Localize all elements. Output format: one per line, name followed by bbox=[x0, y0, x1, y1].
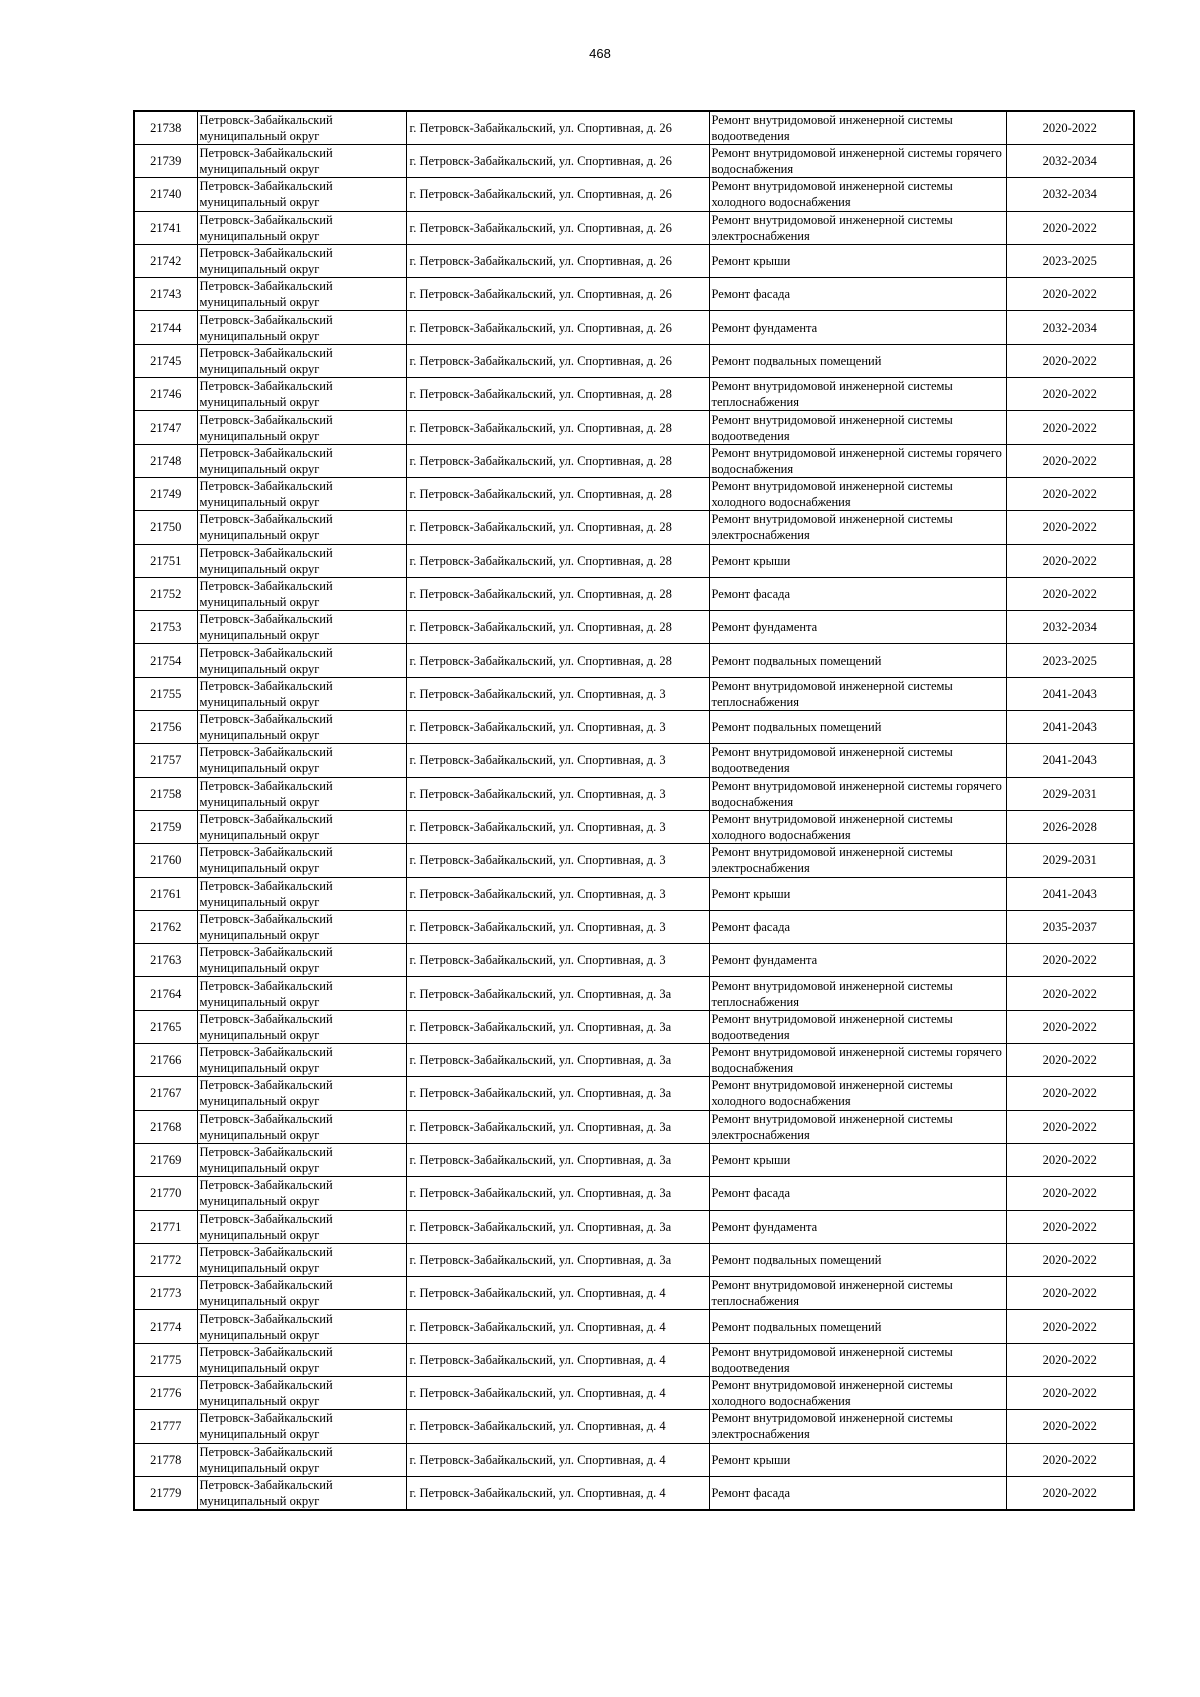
work-type-cell: Ремонт внутридомовой инженерной системы горячего водоснабжения bbox=[709, 145, 1006, 178]
table-row bbox=[134, 211, 1134, 244]
work-type-cell: Ремонт внутридомовой инженерной системы теплоснабжения bbox=[709, 677, 1006, 710]
table-row bbox=[134, 1310, 1134, 1343]
work-type-cell: Ремонт внутридомовой инженерной системы электроснабжения bbox=[709, 844, 1006, 877]
address-cell: г. Петровск-Забайкальский, ул. Спортивная, д. 3 bbox=[406, 877, 709, 910]
address-cell: г. Петровск-Забайкальский, ул. Спортивная, д. 4 bbox=[406, 1343, 709, 1376]
municipality-cell: Петровск-Забайкальский муниципальный округ bbox=[197, 1343, 406, 1376]
row-number-cell: 21759 bbox=[134, 810, 197, 843]
period-cell: 2020-2022 bbox=[1006, 211, 1134, 244]
work-type-cell: Ремонт крыши bbox=[709, 1143, 1006, 1176]
period-cell: 2020-2022 bbox=[1006, 1243, 1134, 1276]
row-number-cell: 21771 bbox=[134, 1210, 197, 1243]
period-cell: 2020-2022 bbox=[1006, 111, 1134, 145]
table-row bbox=[134, 644, 1134, 677]
work-type-cell: Ремонт крыши bbox=[709, 1443, 1006, 1476]
period-cell: 2020-2022 bbox=[1006, 1010, 1134, 1043]
municipality-cell: Петровск-Забайкальский муниципальный округ bbox=[197, 178, 406, 211]
work-type-cell: Ремонт внутридомовой инженерной системы электроснабжения bbox=[709, 1410, 1006, 1443]
table-row bbox=[134, 1243, 1134, 1276]
work-type-cell: Ремонт внутридомовой инженерной системы электроснабжения bbox=[709, 1110, 1006, 1143]
row-number-cell: 21765 bbox=[134, 1010, 197, 1043]
municipality-cell: Петровск-Забайкальский муниципальный округ bbox=[197, 910, 406, 943]
work-type-cell: Ремонт внутридомовой инженерной системы водоотведения bbox=[709, 1343, 1006, 1376]
period-cell: 2020-2022 bbox=[1006, 378, 1134, 411]
period-cell: 2020-2022 bbox=[1006, 411, 1134, 444]
municipality-cell: Петровск-Забайкальский муниципальный округ bbox=[197, 544, 406, 577]
work-type-cell: Ремонт подвальных помещений bbox=[709, 644, 1006, 677]
table-row bbox=[134, 145, 1134, 178]
table-row bbox=[134, 1143, 1134, 1176]
address-cell: г. Петровск-Забайкальский, ул. Спортивная, д. 26 bbox=[406, 145, 709, 178]
municipality-cell: Петровск-Забайкальский муниципальный округ bbox=[197, 1210, 406, 1243]
municipality-cell: Петровск-Забайкальский муниципальный округ bbox=[197, 744, 406, 777]
work-type-cell: Ремонт крыши bbox=[709, 244, 1006, 277]
municipality-cell: Петровск-Забайкальский муниципальный округ bbox=[197, 211, 406, 244]
row-number-cell: 21751 bbox=[134, 544, 197, 577]
municipality-cell: Петровск-Забайкальский муниципальный округ bbox=[197, 477, 406, 510]
page-number: 468 bbox=[589, 46, 611, 61]
row-number-cell: 21748 bbox=[134, 444, 197, 477]
period-cell: 2020-2022 bbox=[1006, 444, 1134, 477]
address-cell: г. Петровск-Забайкальский, ул. Спортивная, д. 26 bbox=[406, 244, 709, 277]
address-cell: г. Петровск-Забайкальский, ул. Спортивная, д. 4 bbox=[406, 1443, 709, 1476]
table-row bbox=[134, 178, 1134, 211]
work-type-cell: Ремонт крыши bbox=[709, 544, 1006, 577]
row-number-cell: 21741 bbox=[134, 211, 197, 244]
address-cell: г. Петровск-Забайкальский, ул. Спортивная, д. 3а bbox=[406, 977, 709, 1010]
work-type-cell: Ремонт внутридомовой инженерной системы горячего водоснабжения bbox=[709, 777, 1006, 810]
row-number-cell: 21744 bbox=[134, 311, 197, 344]
address-cell: г. Петровск-Забайкальский, ул. Спортивная, д. 28 bbox=[406, 411, 709, 444]
period-cell: 2041-2043 bbox=[1006, 744, 1134, 777]
row-number-cell: 21768 bbox=[134, 1110, 197, 1143]
row-number-cell: 21753 bbox=[134, 611, 197, 644]
address-cell: г. Петровск-Забайкальский, ул. Спортивная, д. 3 bbox=[406, 777, 709, 810]
address-cell: г. Петровск-Забайкальский, ул. Спортивная, д. 26 bbox=[406, 311, 709, 344]
row-number-cell: 21776 bbox=[134, 1376, 197, 1409]
work-type-cell: Ремонт крыши bbox=[709, 877, 1006, 910]
period-cell: 2020-2022 bbox=[1006, 944, 1134, 977]
table-body bbox=[134, 111, 1134, 1510]
work-type-cell: Ремонт внутридомовой инженерной системы электроснабжения bbox=[709, 211, 1006, 244]
table-row bbox=[134, 777, 1134, 810]
table-row bbox=[134, 1110, 1134, 1143]
row-number-cell: 21755 bbox=[134, 677, 197, 710]
table-row bbox=[134, 1277, 1134, 1310]
address-cell: г. Петровск-Забайкальский, ул. Спортивная, д. 3 bbox=[406, 844, 709, 877]
municipality-cell: Петровск-Забайкальский муниципальный округ bbox=[197, 1077, 406, 1110]
work-type-cell: Ремонт внутридомовой инженерной системы холодного водоснабжения bbox=[709, 1376, 1006, 1409]
work-type-cell: Ремонт фундамента bbox=[709, 611, 1006, 644]
row-number-cell: 21769 bbox=[134, 1143, 197, 1176]
table-row bbox=[134, 711, 1134, 744]
period-cell: 2020-2022 bbox=[1006, 1343, 1134, 1376]
row-number-cell: 21756 bbox=[134, 711, 197, 744]
period-cell: 2020-2022 bbox=[1006, 344, 1134, 377]
table-row bbox=[134, 111, 1134, 145]
row-number-cell: 21775 bbox=[134, 1343, 197, 1376]
work-type-cell: Ремонт фундамента bbox=[709, 1210, 1006, 1243]
work-type-cell: Ремонт внутридомовой инженерной системы теплоснабжения bbox=[709, 977, 1006, 1010]
period-cell: 2020-2022 bbox=[1006, 278, 1134, 311]
municipality-cell: Петровск-Забайкальский муниципальный округ bbox=[197, 1310, 406, 1343]
work-type-cell: Ремонт внутридомовой инженерной системы водоотведения bbox=[709, 1010, 1006, 1043]
municipality-cell: Петровск-Забайкальский муниципальный округ bbox=[197, 877, 406, 910]
municipality-cell: Петровск-Забайкальский муниципальный округ bbox=[197, 1010, 406, 1043]
work-type-cell: Ремонт подвальных помещений bbox=[709, 1310, 1006, 1343]
row-number-cell: 21777 bbox=[134, 1410, 197, 1443]
row-number-cell: 21763 bbox=[134, 944, 197, 977]
period-cell: 2032-2034 bbox=[1006, 611, 1134, 644]
table-row bbox=[134, 1443, 1134, 1476]
work-type-cell: Ремонт внутридомовой инженерной системы холодного водоснабжения bbox=[709, 178, 1006, 211]
table-row bbox=[134, 877, 1134, 910]
row-number-cell: 21762 bbox=[134, 910, 197, 943]
municipality-cell: Петровск-Забайкальский муниципальный округ bbox=[197, 1177, 406, 1210]
table-row bbox=[134, 378, 1134, 411]
period-cell: 2020-2022 bbox=[1006, 1443, 1134, 1476]
work-type-cell: Ремонт внутридомовой инженерной системы горячего водоснабжения bbox=[709, 444, 1006, 477]
work-type-cell: Ремонт внутридомовой инженерной системы горячего водоснабжения bbox=[709, 1044, 1006, 1077]
work-type-cell: Ремонт фундамента bbox=[709, 944, 1006, 977]
address-cell: г. Петровск-Забайкальский, ул. Спортивная, д. 3а bbox=[406, 1210, 709, 1243]
address-cell: г. Петровск-Забайкальский, ул. Спортивная, д. 3 bbox=[406, 744, 709, 777]
work-type-cell: Ремонт внутридомовой инженерной системы теплоснабжения bbox=[709, 1277, 1006, 1310]
table-row bbox=[134, 544, 1134, 577]
municipality-cell: Петровск-Забайкальский муниципальный округ bbox=[197, 677, 406, 710]
table-row bbox=[134, 1410, 1134, 1443]
address-cell: г. Петровск-Забайкальский, ул. Спортивная, д. 26 bbox=[406, 344, 709, 377]
table-row bbox=[134, 844, 1134, 877]
address-cell: г. Петровск-Забайкальский, ул. Спортивная, д. 3а bbox=[406, 1243, 709, 1276]
municipality-cell: Петровск-Забайкальский муниципальный округ bbox=[197, 145, 406, 178]
row-number-cell: 21761 bbox=[134, 877, 197, 910]
address-cell: г. Петровск-Забайкальский, ул. Спортивная, д. 3 bbox=[406, 711, 709, 744]
municipality-cell: Петровск-Забайкальский муниципальный округ bbox=[197, 711, 406, 744]
period-cell: 2029-2031 bbox=[1006, 777, 1134, 810]
municipality-cell: Петровск-Забайкальский муниципальный округ bbox=[197, 1143, 406, 1176]
period-cell: 2032-2034 bbox=[1006, 311, 1134, 344]
table-row bbox=[134, 677, 1134, 710]
municipality-cell: Петровск-Забайкальский муниципальный округ bbox=[197, 844, 406, 877]
municipality-cell: Петровск-Забайкальский муниципальный округ bbox=[197, 344, 406, 377]
row-number-cell: 21766 bbox=[134, 1044, 197, 1077]
address-cell: г. Петровск-Забайкальский, ул. Спортивная, д. 3а bbox=[406, 1044, 709, 1077]
row-number-cell: 21745 bbox=[134, 344, 197, 377]
address-cell: г. Петровск-Забайкальский, ул. Спортивная, д. 28 bbox=[406, 444, 709, 477]
address-cell: г. Петровск-Забайкальский, ул. Спортивная, д. 28 bbox=[406, 611, 709, 644]
municipality-cell: Петровск-Забайкальский муниципальный округ bbox=[197, 1443, 406, 1476]
table-row bbox=[134, 1210, 1134, 1243]
row-number-cell: 21746 bbox=[134, 378, 197, 411]
period-cell: 2020-2022 bbox=[1006, 511, 1134, 544]
period-cell: 2020-2022 bbox=[1006, 1177, 1134, 1210]
period-cell: 2020-2022 bbox=[1006, 1143, 1134, 1176]
address-cell: г. Петровск-Забайкальский, ул. Спортивная, д. 26 bbox=[406, 211, 709, 244]
row-number-cell: 21743 bbox=[134, 278, 197, 311]
period-cell: 2020-2022 bbox=[1006, 1476, 1134, 1510]
row-number-cell: 21778 bbox=[134, 1443, 197, 1476]
address-cell: г. Петровск-Забайкальский, ул. Спортивная, д. 3 bbox=[406, 944, 709, 977]
work-type-cell: Ремонт подвальных помещений bbox=[709, 711, 1006, 744]
period-cell: 2020-2022 bbox=[1006, 477, 1134, 510]
address-cell: г. Петровск-Забайкальский, ул. Спортивная, д. 3 bbox=[406, 677, 709, 710]
municipality-cell: Петровск-Забайкальский муниципальный округ bbox=[197, 1476, 406, 1510]
period-cell: 2020-2022 bbox=[1006, 977, 1134, 1010]
row-number-cell: 21760 bbox=[134, 844, 197, 877]
address-cell: г. Петровск-Забайкальский, ул. Спортивная, д. 3а bbox=[406, 1143, 709, 1176]
period-cell: 2020-2022 bbox=[1006, 1410, 1134, 1443]
table-row bbox=[134, 611, 1134, 644]
row-number-cell: 21747 bbox=[134, 411, 197, 444]
address-cell: г. Петровск-Забайкальский, ул. Спортивная, д. 4 bbox=[406, 1476, 709, 1510]
table-row bbox=[134, 1376, 1134, 1409]
work-type-cell: Ремонт фасада bbox=[709, 1177, 1006, 1210]
table-row bbox=[134, 477, 1134, 510]
row-number-cell: 21757 bbox=[134, 744, 197, 777]
table-row bbox=[134, 344, 1134, 377]
municipality-cell: Петровск-Забайкальский муниципальный округ bbox=[197, 644, 406, 677]
municipality-cell: Петровск-Забайкальский муниципальный округ bbox=[197, 977, 406, 1010]
period-cell: 2041-2043 bbox=[1006, 677, 1134, 710]
work-type-cell: Ремонт внутридомовой инженерной системы водоотведения bbox=[709, 411, 1006, 444]
municipality-cell: Петровск-Забайкальский муниципальный округ bbox=[197, 1376, 406, 1409]
table-row bbox=[134, 244, 1134, 277]
municipality-cell: Петровск-Забайкальский муниципальный округ bbox=[197, 1277, 406, 1310]
period-cell: 2020-2022 bbox=[1006, 1044, 1134, 1077]
municipality-cell: Петровск-Забайкальский муниципальный округ bbox=[197, 444, 406, 477]
table-row bbox=[134, 1077, 1134, 1110]
row-number-cell: 21742 bbox=[134, 244, 197, 277]
period-cell: 2020-2022 bbox=[1006, 1310, 1134, 1343]
row-number-cell: 21774 bbox=[134, 1310, 197, 1343]
row-number-cell: 21738 bbox=[134, 111, 197, 145]
address-cell: г. Петровск-Забайкальский, ул. Спортивная, д. 4 bbox=[406, 1277, 709, 1310]
table-row bbox=[134, 1343, 1134, 1376]
work-type-cell: Ремонт внутридомовой инженерной системы холодного водоснабжения bbox=[709, 1077, 1006, 1110]
municipality-cell: Петровск-Забайкальский муниципальный округ bbox=[197, 1110, 406, 1143]
row-number-cell: 21752 bbox=[134, 577, 197, 610]
period-cell: 2020-2022 bbox=[1006, 544, 1134, 577]
period-cell: 2041-2043 bbox=[1006, 877, 1134, 910]
work-type-cell: Ремонт внутридомовой инженерной системы электроснабжения bbox=[709, 511, 1006, 544]
municipality-cell: Петровск-Забайкальский муниципальный округ bbox=[197, 1044, 406, 1077]
address-cell: г. Петровск-Забайкальский, ул. Спортивная, д. 4 bbox=[406, 1376, 709, 1409]
table-row bbox=[134, 411, 1134, 444]
period-cell: 2032-2034 bbox=[1006, 145, 1134, 178]
table-row bbox=[134, 577, 1134, 610]
work-type-cell: Ремонт внутридомовой инженерной системы холодного водоснабжения bbox=[709, 477, 1006, 510]
period-cell: 2026-2028 bbox=[1006, 810, 1134, 843]
row-number-cell: 21750 bbox=[134, 511, 197, 544]
address-cell: г. Петровск-Забайкальский, ул. Спортивная, д. 3а bbox=[406, 1110, 709, 1143]
municipality-cell: Петровск-Забайкальский муниципальный округ bbox=[197, 311, 406, 344]
period-cell: 2041-2043 bbox=[1006, 711, 1134, 744]
work-type-cell: Ремонт фасада bbox=[709, 278, 1006, 311]
work-type-cell: Ремонт фундамента bbox=[709, 311, 1006, 344]
row-number-cell: 21740 bbox=[134, 178, 197, 211]
row-number-cell: 21772 bbox=[134, 1243, 197, 1276]
period-cell: 2020-2022 bbox=[1006, 1277, 1134, 1310]
address-cell: г. Петровск-Забайкальский, ул. Спортивная, д. 26 bbox=[406, 278, 709, 311]
municipality-cell: Петровск-Забайкальский муниципальный округ bbox=[197, 611, 406, 644]
address-cell: г. Петровск-Забайкальский, ул. Спортивная, д. 28 bbox=[406, 511, 709, 544]
row-number-cell: 21764 bbox=[134, 977, 197, 1010]
address-cell: г. Петровск-Забайкальский, ул. Спортивная, д. 3а bbox=[406, 1077, 709, 1110]
address-cell: г. Петровск-Забайкальский, ул. Спортивная, д. 4 bbox=[406, 1410, 709, 1443]
address-cell: г. Петровск-Забайкальский, ул. Спортивная, д. 28 bbox=[406, 477, 709, 510]
municipality-cell: Петровск-Забайкальский муниципальный округ bbox=[197, 278, 406, 311]
period-cell: 2020-2022 bbox=[1006, 1210, 1134, 1243]
municipality-cell: Петровск-Забайкальский муниципальный округ bbox=[197, 777, 406, 810]
address-cell: г. Петровск-Забайкальский, ул. Спортивная, д. 28 bbox=[406, 644, 709, 677]
address-cell: г. Петровск-Забайкальский, ул. Спортивная, д. 3 bbox=[406, 910, 709, 943]
table-row bbox=[134, 810, 1134, 843]
address-cell: г. Петровск-Забайкальский, ул. Спортивная, д. 26 bbox=[406, 111, 709, 145]
row-number-cell: 21758 bbox=[134, 777, 197, 810]
municipality-cell: Петровск-Забайкальский муниципальный округ bbox=[197, 1410, 406, 1443]
work-type-cell: Ремонт внутридомовой инженерной системы холодного водоснабжения bbox=[709, 810, 1006, 843]
period-cell: 2020-2022 bbox=[1006, 1077, 1134, 1110]
municipality-cell: Петровск-Забайкальский муниципальный округ bbox=[197, 810, 406, 843]
table-row bbox=[134, 1476, 1134, 1510]
work-type-cell: Ремонт подвальных помещений bbox=[709, 1243, 1006, 1276]
period-cell: 2020-2022 bbox=[1006, 1376, 1134, 1409]
table-row bbox=[134, 511, 1134, 544]
table-row bbox=[134, 1177, 1134, 1210]
address-cell: г. Петровск-Забайкальский, ул. Спортивная, д. 28 bbox=[406, 378, 709, 411]
capital-repair-table bbox=[133, 110, 1135, 1511]
row-number-cell: 21779 bbox=[134, 1476, 197, 1510]
table-row bbox=[134, 910, 1134, 943]
row-number-cell: 21749 bbox=[134, 477, 197, 510]
municipality-cell: Петровск-Забайкальский муниципальный округ bbox=[197, 378, 406, 411]
period-cell: 2035-2037 bbox=[1006, 910, 1134, 943]
table-row bbox=[134, 278, 1134, 311]
work-type-cell: Ремонт фасада bbox=[709, 910, 1006, 943]
address-cell: г. Петровск-Забайкальский, ул. Спортивная, д. 3а bbox=[406, 1010, 709, 1043]
table-row bbox=[134, 944, 1134, 977]
table-row bbox=[134, 444, 1134, 477]
address-cell: г. Петровск-Забайкальский, ул. Спортивная, д. 4 bbox=[406, 1310, 709, 1343]
municipality-cell: Петровск-Забайкальский муниципальный округ bbox=[197, 411, 406, 444]
address-cell: г. Петровск-Забайкальский, ул. Спортивная, д. 28 bbox=[406, 544, 709, 577]
work-type-cell: Ремонт подвальных помещений bbox=[709, 344, 1006, 377]
table-row bbox=[134, 977, 1134, 1010]
municipality-cell: Петровск-Забайкальский муниципальный округ bbox=[197, 944, 406, 977]
table-row bbox=[134, 1010, 1134, 1043]
work-type-cell: Ремонт внутридомовой инженерной системы водоотведения bbox=[709, 111, 1006, 145]
municipality-cell: Петровск-Забайкальский муниципальный округ bbox=[197, 1243, 406, 1276]
work-type-cell: Ремонт фасада bbox=[709, 577, 1006, 610]
row-number-cell: 21739 bbox=[134, 145, 197, 178]
municipality-cell: Петровск-Забайкальский муниципальный округ bbox=[197, 111, 406, 145]
work-type-cell: Ремонт фасада bbox=[709, 1476, 1006, 1510]
work-type-cell: Ремонт внутридомовой инженерной системы теплоснабжения bbox=[709, 378, 1006, 411]
row-number-cell: 21770 bbox=[134, 1177, 197, 1210]
table-row bbox=[134, 744, 1134, 777]
period-cell: 2020-2022 bbox=[1006, 577, 1134, 610]
municipality-cell: Петровск-Забайкальский муниципальный округ bbox=[197, 577, 406, 610]
period-cell: 2023-2025 bbox=[1006, 644, 1134, 677]
table-row bbox=[134, 311, 1134, 344]
period-cell: 2023-2025 bbox=[1006, 244, 1134, 277]
row-number-cell: 21754 bbox=[134, 644, 197, 677]
address-cell: г. Петровск-Забайкальский, ул. Спортивная, д. 28 bbox=[406, 577, 709, 610]
period-cell: 2029-2031 bbox=[1006, 844, 1134, 877]
table-row bbox=[134, 1044, 1134, 1077]
address-cell: г. Петровск-Забайкальский, ул. Спортивная, д. 3а bbox=[406, 1177, 709, 1210]
period-cell: 2020-2022 bbox=[1006, 1110, 1134, 1143]
address-cell: г. Петровск-Забайкальский, ул. Спортивная, д. 26 bbox=[406, 178, 709, 211]
address-cell: г. Петровск-Забайкальский, ул. Спортивная, д. 3 bbox=[406, 810, 709, 843]
municipality-cell: Петровск-Забайкальский муниципальный округ bbox=[197, 244, 406, 277]
work-type-cell: Ремонт внутридомовой инженерной системы водоотведения bbox=[709, 744, 1006, 777]
row-number-cell: 21767 bbox=[134, 1077, 197, 1110]
municipality-cell: Петровск-Забайкальский муниципальный округ bbox=[197, 511, 406, 544]
period-cell: 2032-2034 bbox=[1006, 178, 1134, 211]
row-number-cell: 21773 bbox=[134, 1277, 197, 1310]
